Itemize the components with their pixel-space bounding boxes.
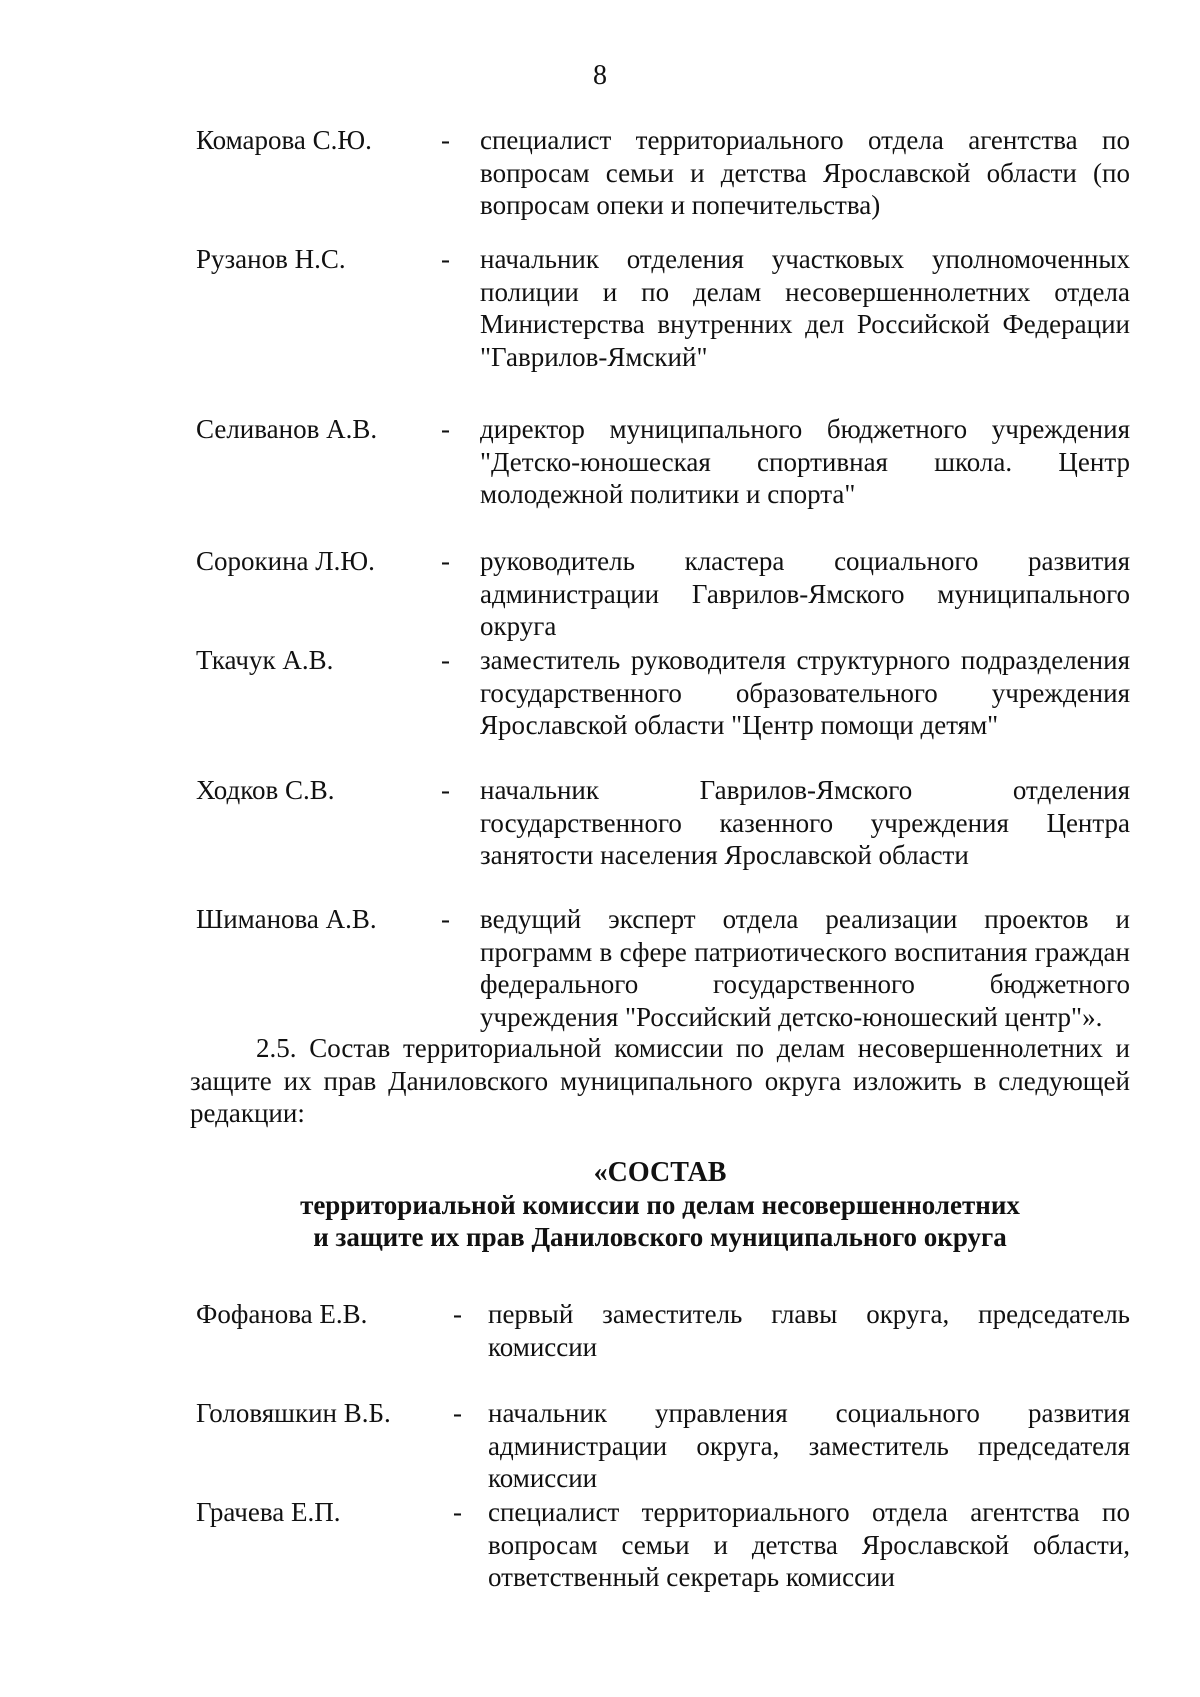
member-entry [196,124,1130,222]
member-name: Фофанова Е.В. [196,1299,368,1329]
member-description: директор муниципального бюджетного учреждения "Детско-юношеская спортивная школа. Центр молодежной политики и спорта" [480,414,1130,509]
member-name: Комарова С.Ю. [196,125,372,155]
heading-line: и защите их прав Даниловского муниципального округа [313,1222,1007,1252]
member-name: Ткачук А.В. [196,645,334,675]
member-dash: - [441,414,450,444]
member-entry [196,243,1130,373]
member-entry [196,1496,1130,1594]
member-description: специалист территориального отдела агентства по вопросам семьи и детства Ярославской области, ответственный секретарь комиссии [488,1497,1130,1592]
member-dash: - [453,1398,462,1428]
member-description: первый заместитель главы округа, председатель комиссии [488,1299,1130,1362]
member-entry [196,413,1130,511]
heading-title: «СОСТАВ [593,1157,727,1188]
member-dash: - [441,775,450,805]
member-dash: - [441,904,450,934]
member-entry [196,644,1130,742]
member-description: ведущий эксперт отдела реализации проектов и программ в сфере патриотического воспитания граждан федерального государственного бюджетного учреждения "Российский детско-юношеский центр"». [480,904,1130,1032]
member-name: Головяшкин В.Б. [196,1398,391,1428]
member-description: руководитель кластера социального развития администрации Гаврилов-Ямского муниципального округа [480,546,1130,641]
page-number: 8 [593,60,607,91]
member-dash: - [441,546,450,576]
member-entry [196,903,1130,1033]
member-dash: - [441,645,450,675]
member-description: начальник отделения участковых уполномоченных полиции и по делам несовершеннолетних отдела Министерства внутренних дел Российской Федерации "Гаврилов-Ямский" [480,244,1130,372]
member-dash: - [441,244,450,274]
member-description: заместитель руководителя структурного подразделения государственного образовательного учреждения Ярославской области "Центр помощи детям" [480,645,1130,740]
member-name: Сорокина Л.Ю. [196,546,375,576]
member-name: Грачева Е.П. [196,1497,341,1527]
member-description: начальник управления социального развития администрации округа, заместитель председателя комиссии [488,1398,1130,1493]
member-entry [196,774,1130,872]
member-dash: - [453,1299,462,1329]
composition-heading [190,1157,1130,1253]
member-entry [196,545,1130,643]
member-name: Рузанов Н.С. [196,244,346,274]
member-description: начальник Гаврилов-Ямского отделения государственного казенного учреждения Центра занятости населения Ярославской области [480,775,1130,870]
member-dash: - [441,125,450,155]
member-name: Ходков С.В. [196,775,335,805]
member-entry [196,1298,1130,1363]
member-name: Шиманова А.В. [196,904,377,934]
member-name: Селиванов А.В. [196,414,378,444]
member-dash: - [453,1497,462,1527]
member-entry [196,1397,1130,1495]
member-description: специалист территориального отдела агентства по вопросам семьи и детства Ярославской области (по вопросам опеки и попечительства) [480,125,1130,220]
heading-line: территориальной комиссии по делам несовершеннолетних [300,1190,1020,1220]
paragraph-2-5: 2.5. Состав территориальной комиссии по делам несовершеннолетних и защите их прав Даниловского муниципального округа изложить в следующей редакции: [190,1033,1130,1128]
